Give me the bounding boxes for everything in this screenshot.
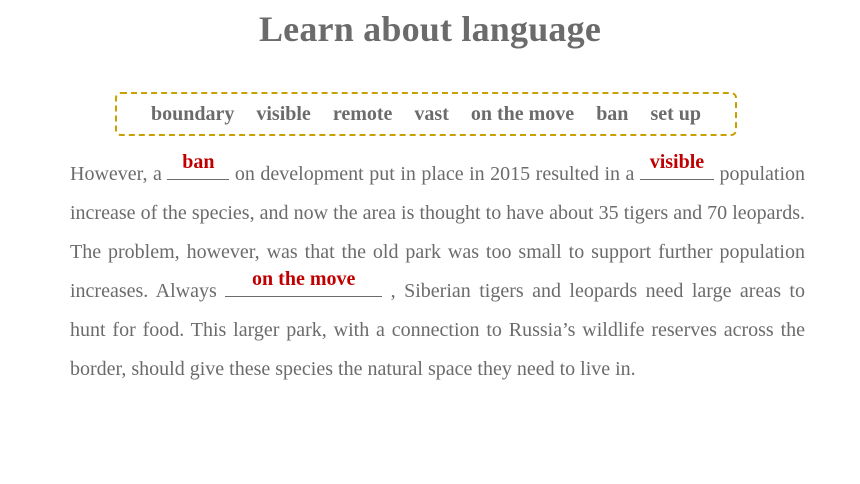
word-bank-item: boundary: [150, 102, 235, 125]
passage-text: , Siberian tigers and leopards need large areas to hunt for food. This larger park, with a connection to Russia’s wildlife reserves across the border, should give these species the natural space they need to live in.: [70, 280, 805, 380]
blank-1: [167, 151, 229, 180]
word-bank-item: vast: [414, 102, 449, 125]
answer-2: visible: [649, 151, 705, 173]
blank-3: [225, 268, 382, 297]
passage: [70, 151, 806, 389]
blank-2: [640, 151, 714, 180]
passage-text: on development put in place in 2015 resulted in a: [234, 163, 635, 185]
word-bank-item: ban: [596, 102, 629, 125]
passage-text: However, a: [70, 163, 162, 185]
page-title: Learn about language: [258, 9, 602, 49]
word-bank-item: set up: [650, 102, 702, 125]
word-bank-item: visible: [256, 102, 311, 125]
passage-text: population increase of the species, and now the area is thought to have about 35 tigers and 70 leopards. The problem, however, was that the old park was too small to support further population increases. Always: [70, 163, 806, 302]
word-bank-item: remote: [332, 102, 393, 125]
answer-1: ban: [182, 151, 215, 173]
word-bank-item: on the move: [470, 102, 575, 125]
answer-3: on the move: [252, 268, 356, 290]
word-bank: [115, 92, 737, 136]
